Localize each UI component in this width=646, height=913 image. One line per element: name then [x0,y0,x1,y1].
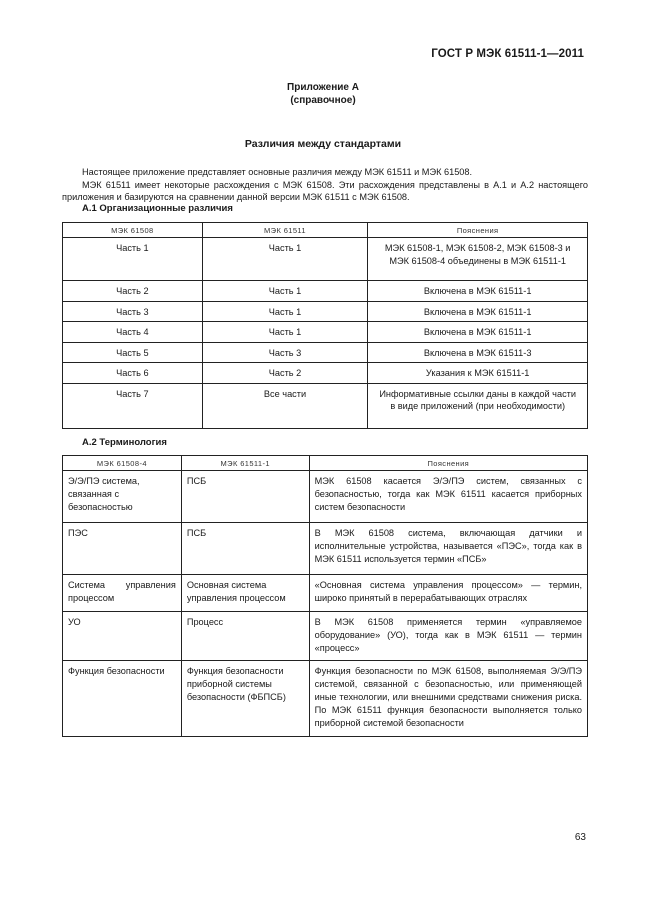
table-row [63,471,588,523]
terminology-table [62,455,588,737]
column-header: МЭК 61508-4 [63,456,182,471]
column-header: МЭК 61511 [202,223,368,238]
subsection-heading: А.2 Терминология [82,437,167,448]
organizational-differences-table [62,222,588,429]
table-cell: УО [63,612,182,661]
table-row [63,363,588,384]
table-cell: Все части [202,383,368,428]
table-cell: Часть 2 [63,281,203,302]
table-row [63,322,588,343]
column-header: Пояснения [368,223,588,238]
page-number: 63 [574,832,586,843]
table-cell: Функция безопасности по МЭК 61508, выполняемая Э/Э/ПЭ системой, связанной с безопасностью, или применяющей иные технологии, или внешними средствами снижения риска. По МЭК 61511 функция безопасности выполняется только приборной системой безопасности [309,661,587,737]
table-cell: Включена в МЭК 61511-3 [368,342,588,363]
table-cell: Процесс [181,612,309,661]
table-row [63,575,588,612]
table-row [63,342,588,363]
table-cell: Часть 2 [202,363,368,384]
table-cell: Часть 5 [63,342,203,363]
section-title: Различия между стандартами [244,138,402,150]
table-cell: Часть 1 [202,301,368,322]
appendix-title: Приложение А [287,82,359,93]
table-cell: ПСБ [181,523,309,575]
table-cell: ПСБ [181,471,309,523]
intro-paragraph: МЭК 61511 имеет некоторые расхождения с МЭК 61508. Эти расхождения представлены в А.1 и А.2 настоящего приложения и базируются на сравнении данной версии МЭК 61511 с МЭК 61508. [62,179,588,202]
table-cell: В МЭК 61508 применяется термин «управляемое оборудование» (УО), тогда как в МЭК 61511 — термин «процесс» [309,612,587,661]
table-row [63,383,588,428]
column-header: Пояснения [309,456,587,471]
table-cell: Часть 4 [63,322,203,343]
table-cell: Часть 1 [202,238,368,281]
table-cell: Часть 3 [63,301,203,322]
table-cell: Функция безопасности приборной системы безопасности (ФБПСБ) [181,661,309,737]
table-cell: Функция безопасности [63,661,182,737]
table-cell: Часть 3 [202,342,368,363]
table-cell: Часть 1 [63,238,203,281]
intro-text [62,166,588,204]
table-cell: Часть 1 [202,322,368,343]
standard-code: ГОСТ Р МЭК 61511-1—2011 [431,48,584,60]
table-header-row [63,456,588,471]
table-cell: Информативные ссылки даны в каждой части в виде приложений (при необходимости) [368,383,588,428]
table-row [63,238,588,281]
table-row [63,661,588,737]
intro-paragraph: Настоящее приложение представляет основные различия между МЭК 61511 и МЭК 61508. [82,167,473,177]
table-cell: «Основная система управления процессом» — термин, широко принятый в перерабатывающих отраслях [309,575,587,612]
table-row [63,612,588,661]
column-header: МЭК 61511-1 [181,456,309,471]
subsection-heading: А.1 Организационные различия [82,203,233,214]
appendix-subtitle: (справочное) [290,95,356,106]
table-cell: МЭК 61508-1, МЭК 61508-2, МЭК 61508-3 и МЭК 61508-4 объединены в МЭК 61511-1 [368,238,588,281]
table-cell: Включена в МЭК 61511-1 [368,301,588,322]
table-cell: МЭК 61508 касается Э/Э/ПЭ систем, связанных с безопасностью, тогда как МЭК 61511 касается приборных систем безопасности [309,471,587,523]
table-cell: Система управления процессом [63,575,182,612]
table-cell: Часть 1 [202,281,368,302]
table-cell: Включена в МЭК 61511-1 [368,322,588,343]
table-row [63,523,588,575]
column-header: МЭК 61508 [63,223,203,238]
table-cell: Основная система управления процессом [181,575,309,612]
table-cell: Указания к МЭК 61511-1 [368,363,588,384]
table-cell: Э/Э/ПЭ система, связанная с безопасностью [63,471,182,523]
table-header-row [63,223,588,238]
table-cell: Включена в МЭК 61511-1 [368,281,588,302]
table-cell: Часть 6 [63,363,203,384]
table-cell: В МЭК 61508 система, включающая датчики и исполнительные устройства, называется «ПЭС», тогда как в МЭК 61511 используется термин «ПСБ» [309,523,587,575]
table-row [63,301,588,322]
table-row [63,281,588,302]
table-cell: Часть 7 [63,383,203,428]
table-cell: ПЭС [63,523,182,575]
